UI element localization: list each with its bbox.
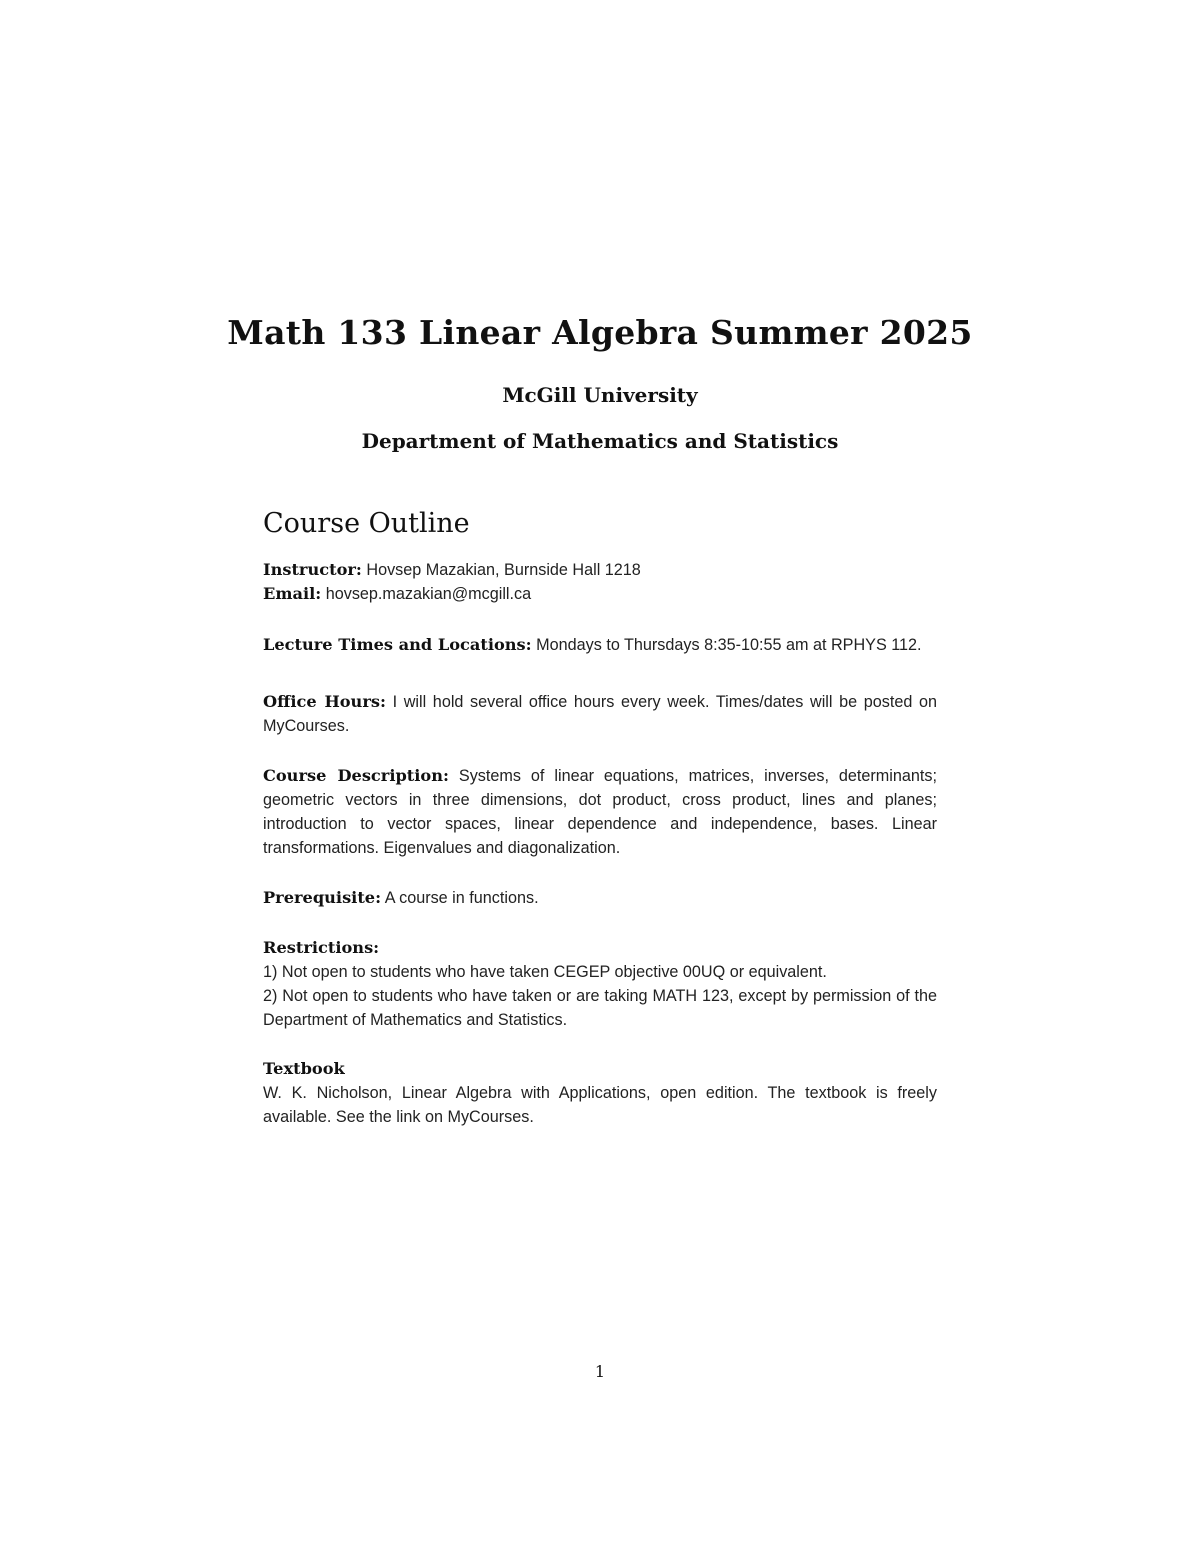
instructor-line	[263, 558, 937, 582]
office-hours-label: Office Hours:	[263, 692, 386, 711]
course-description-value: Systems of linear equations, matrices, inverses, determinants; geometric vectors in three dimensions, dot product, cross product, lines and planes; introduction to vector spaces, linear dependence and independence, bases. Linear transformations. Eigenvalues and diagonalization.	[263, 767, 937, 857]
lecture-label: Lecture Times and Locations:	[263, 635, 532, 654]
instructor-block	[263, 558, 937, 606]
prerequisite-value: A course in functions.	[384, 889, 539, 907]
instructor-label: Instructor:	[263, 560, 362, 579]
office-hours-value: I will hold several office hours every week. Times/dates will be posted on MyCourses.	[263, 693, 937, 735]
restriction-item-2: 2) Not open to students who have taken or are taking MATH 123, except by permission of the Department of Mathematics and Statistics.	[263, 987, 937, 1029]
lecture-block	[263, 633, 937, 657]
email-label: Email:	[263, 584, 322, 603]
university-name: McGill University	[502, 383, 698, 407]
restrictions-block	[263, 936, 937, 1032]
textbook-label: Textbook	[263, 1059, 345, 1078]
restrictions-label: Restrictions:	[263, 938, 380, 957]
prerequisite-label: Prerequisite:	[263, 888, 382, 907]
course-description-block	[263, 764, 937, 860]
office-hours-block	[263, 690, 937, 738]
email-value: hovsep.mazakian@mcgill.ca	[325, 585, 532, 603]
restriction-item-1: 1) Not open to students who have taken CEGEP objective 00UQ or equivalent.	[263, 963, 827, 981]
document-title: Math 133 Linear Algebra Summer 2025	[227, 313, 973, 352]
department-name: Department of Mathematics and Statistics	[361, 429, 839, 453]
email-line	[263, 582, 937, 606]
page-number: 1	[594, 1362, 606, 1381]
instructor-value: Hovsep Mazakian, Burnside Hall 1218	[366, 561, 641, 579]
textbook-value: W. K. Nicholson, Linear Algebra with Applications, open edition. The textbook is freely available. See the link on MyCourses.	[263, 1084, 937, 1126]
lecture-value: Mondays to Thursdays 8:35-10:55 am at RPHYS 112.	[536, 636, 922, 654]
course-description-label: Course Description:	[263, 766, 449, 785]
textbook-block	[263, 1057, 937, 1129]
prerequisite-block	[263, 886, 937, 910]
section-heading-course-outline: Course Outline	[263, 508, 470, 539]
